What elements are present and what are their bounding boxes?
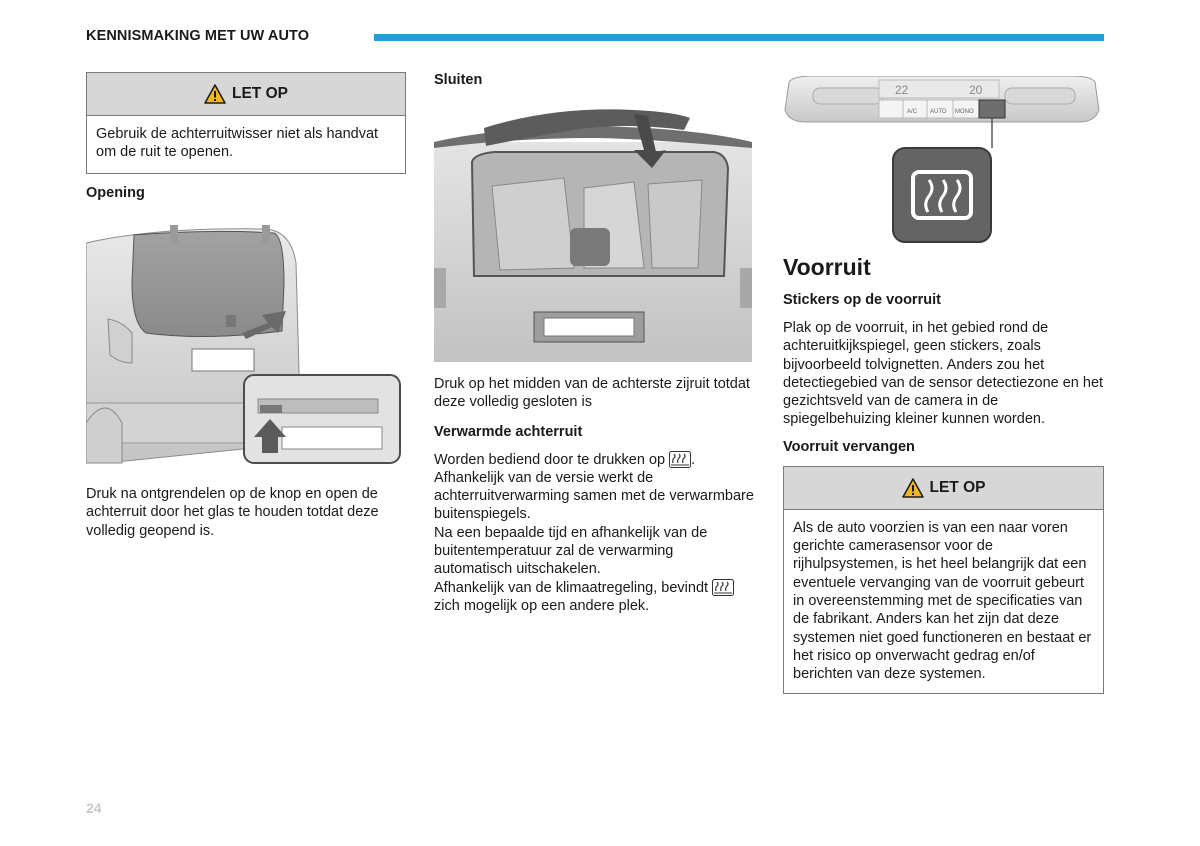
van-rear-closing-illustration: [434, 108, 752, 362]
windscreen-title: Voorruit: [783, 254, 871, 280]
warning-box: [86, 72, 406, 174]
temp-left-label: 22: [895, 83, 909, 97]
warning-triangle-icon: [204, 84, 226, 104]
mono-button-label: MONO: [955, 109, 974, 115]
warning-text: Als de auto voorzien is van een naar voren gerichte camerasensor voor de rijhulpsystemen, is het heel belangrijk dat een eventuele vervanging van de voorruit gebeurt in overeenstemming met de specificaties van de fabrikant. Anders kan het zijn dat deze systemen niet goed functioneren en bestaat er het risico op onverwacht gedrag en/of berichten van deze systemen.: [793, 519, 1092, 683]
heated-rear-window-text-3: [434, 579, 754, 616]
warning-label: LET OP: [232, 85, 288, 102]
header-accent-bar: [374, 34, 1104, 41]
heated-rear-window-heading: Verwarmde achterruit: [434, 423, 583, 440]
warning-label: LET OP: [929, 478, 986, 496]
temp-right-label: 20: [969, 83, 983, 97]
warning-text: Gebruik de achterruitwisser niet als handvat om de ruit te openen.: [96, 126, 379, 161]
section-title: KENNISMAKING MET UW AUTO: [86, 28, 310, 44]
rear-defrost-icon: [669, 451, 691, 468]
warning-header: [784, 467, 1103, 510]
stickers-text: Plak op de voorruit, in het gebied rond de achteruitkijkspiegel, geen stickers, zoals bijvoorbeeld tolvignetten. Anders zou het detectiegebied van de sensor detectiezone en het gezichtsveld van de camera in de spiegelbehuizing kleiner kunnen worden.: [783, 320, 1104, 428]
closing-heading: Sluiten: [434, 72, 483, 88]
text-part: zich mogelijk op een andere plek.: [434, 597, 650, 614]
text-part: Worden bediend door te drukken op: [434, 451, 666, 468]
warning-header: [87, 73, 405, 116]
heated-rear-window-text-2: Na een bepaalde tijd en afhankelijk van de buitentemperatuur zal de verwarming automatisch uitschakelen.: [434, 524, 708, 578]
ac-button-label: A/C: [907, 109, 918, 115]
stickers-heading: Stickers op de voorruit: [783, 292, 941, 308]
van-rear-opening-illustration: [86, 223, 406, 471]
warning-box: [783, 466, 1104, 694]
warning-triangle-icon: [902, 478, 924, 498]
opening-text: Druk na ontgrendelen op de knop en open de achterruit door het glas te houden totdat deze volledig geopend is.: [86, 486, 379, 539]
climate-control-panel-illustration: [783, 76, 1101, 244]
text-part: Afhankelijk van de klimaatregeling, bevindt: [434, 579, 709, 596]
opening-heading: Opening: [86, 185, 145, 201]
closing-text: Druk op het midden van de achterste zijruit totdat deze volledig gesloten is: [434, 376, 750, 411]
column-3: [783, 72, 1104, 694]
heated-rear-window-text-1: [434, 451, 754, 524]
column-1: [86, 72, 406, 540]
replace-windscreen-heading: Voorruit vervangen: [783, 438, 915, 455]
rear-defrost-icon: [712, 579, 734, 596]
auto-button-label: AUTO: [930, 109, 947, 115]
page-number: 24: [86, 800, 102, 816]
column-2: [434, 72, 754, 615]
text-part: . Afhankelijk van de versie werkt de achterruitverwarming samen met de verwarmbare buitenspiegels.: [434, 451, 754, 523]
